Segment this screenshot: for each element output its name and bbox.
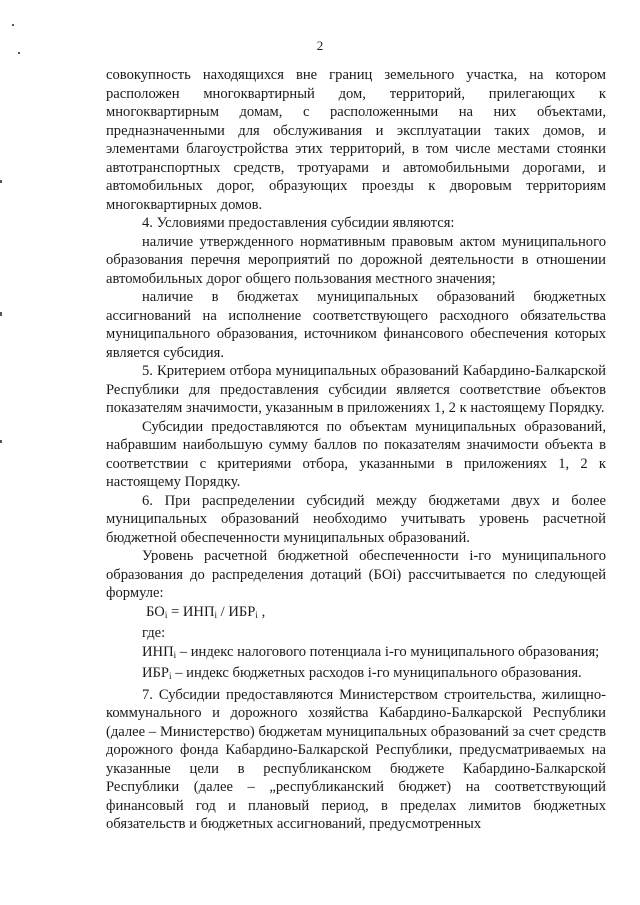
paragraph-territory: совокупность находящихся вне границ земельного участка, на котором расположен многоквартирный дом, территорий, прилегающих к многоквартирным домам, с расположенными на них объектами, предназначенными для обслуживания и эксплуатации таких домов, и элементами благоустройства этих территорий, в том числе местами стоянки автотранспортных средств, тротуарами и автомобильными дорогами, и автомобильных дорог, образующих проезды к дворовым территориям многоквартирных домов.: [106, 67, 606, 213]
formula: [106, 603, 606, 625]
scan-mark-left-3: [0, 312, 2, 316]
page-number: 2: [316, 38, 324, 53]
formula-lhs-sub: i: [164, 609, 168, 620]
scan-mark-left-4: [0, 440, 2, 443]
definition-inp-sub: i: [173, 649, 177, 660]
definition-ibr-term: ИБР: [142, 665, 170, 681]
formula-rhs-sub: i: [255, 609, 258, 620]
paragraph-subsidy-objects: Субсидии предоставляются по объектам муниципальных образований, набравшим наибольшую сумму баллов по показателям значимости объекта в соответствии с критериями отбора, указанными в приложениях 1, 2 к настоящему Порядку.: [106, 418, 606, 490]
paragraph-clause-6: 6. При распределении субсидий между бюджетами двух и более муниципальных образований необходимо учитывать уровень расчетной бюджетной обеспеченности муниципальных образований.: [106, 492, 606, 546]
formula-tail: ,: [257, 603, 266, 620]
definition-inp-text: – индекс налогового потенциала i-го муниципального образования;: [176, 643, 600, 660]
formula-eq: = ИНП: [167, 603, 215, 620]
definition-ibr-sub: i: [169, 671, 172, 681]
definition-inp: [106, 643, 606, 665]
paragraph-condition-2: наличие в бюджетах муниципальных образований бюджетных ассигнований на исполнение соответствующего расходного обязательства муниципального образования, источником финансового обеспечения которых является субсидия.: [106, 289, 606, 361]
definition-ibr-text: – индекс бюджетных расходов i-го муниципального образования.: [171, 665, 582, 681]
definition-ibr: [106, 664, 606, 686]
paragraph-clause-5: 5. Критерием отбора муниципальных образований Кабардино-Балкарской Республики для предоставления субсидии является соответствие объектов показателям значимости, указанным в приложениях 1, 2 к настоящему Порядку.: [106, 363, 606, 416]
formula-slash: / ИБР: [217, 603, 256, 620]
formula-lhs: БО: [146, 603, 165, 620]
paragraph-clause-4: 4. Условиями предоставления субсидии являются:: [142, 215, 455, 231]
formula-mid-sub: i: [214, 609, 218, 620]
where-label: где:: [142, 625, 166, 641]
paragraph-condition-1: наличие утвержденного нормативным правовым актом муниципального образования перечня мероприятий по дорожной деятельности в отношении автомобильных дорог общего пользования местного значения;: [106, 233, 606, 287]
scan-mark-left-2: [0, 180, 2, 183]
definition-inp-term: ИНП: [142, 643, 174, 660]
paragraph-budget-level: Уровень расчетной бюджетной обеспеченности i-го муниципального образования до распределения дотаций (БОi) рассчитывается по следующей формуле:: [106, 548, 606, 601]
document-body: [106, 66, 606, 834]
paragraph-clause-7: 7. Субсидии предоставляются Министерством строительства, жилищно-коммунального и дорожного хозяйства Кабардино-Балкарской Республики (далее – Министерство) бюджетам муниципальных образований за счет средств дорожного фонда Кабардино-Балкарской Республики, предусматриваемых на указанные цели в республиканском бюджете Кабардино-Балкарской Республики (далее – „республиканский бюджет) на соответствующий финансовый год и плановый период, в пределах лимитов бюджетных обязательств и бюджетных ассигнований, предусмотренных: [106, 686, 606, 832]
scan-mark-top: [12, 24, 14, 26]
